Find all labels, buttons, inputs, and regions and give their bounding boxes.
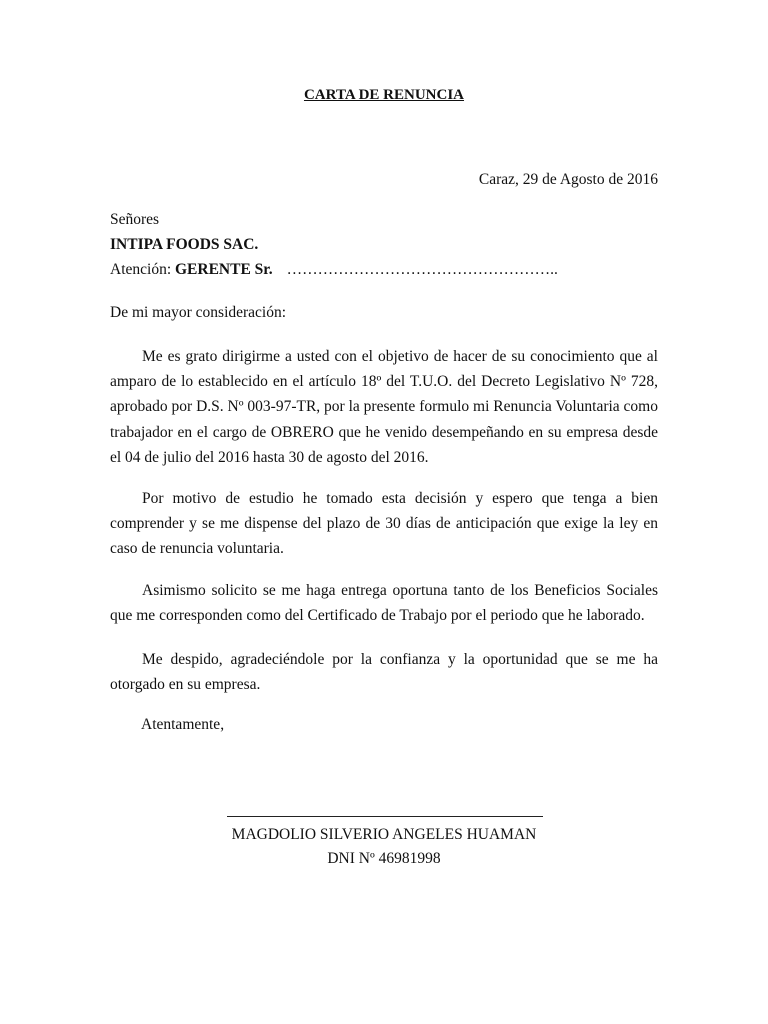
attention-dots: …………………………………………….. xyxy=(286,261,558,278)
signature-name: MAGDOLIO SILVERIO ANGELES HUAMAN xyxy=(231,826,537,843)
letter-closing: Atentamente, xyxy=(141,716,225,733)
recipient-company: INTIPA FOODS SAC. xyxy=(110,236,259,253)
signature-line xyxy=(227,816,543,817)
attention-label: Atención: xyxy=(110,261,175,278)
body-paragraph: Me es grato dirigirme a usted con el objetivo de hacer de su conocimiento que al amparo de lo establecido en el artículo 18º del T.U.O. del Decreto Legislativo Nº 728, aprobado por D.S. Nº 003-97-TR, por la presente formulo mi Renuncia Voluntaria como trabajador en el cargo de OBRERO que he venido desempeñando en su empresa desde el 04 de julio del 2016 hasta 30 de agosto del 2016. xyxy=(110,348,658,466)
recipient-attention xyxy=(110,261,558,280)
letter-greeting: De mi mayor consideración: xyxy=(110,304,287,321)
letter-date: Caraz, 29 de Agosto de 2016 xyxy=(478,171,658,188)
body-paragraph: Me despido, agradeciéndole por la confianza y la oportunidad que se me ha otorgado en su empresa. xyxy=(110,651,658,694)
body-paragraph: Por motivo de estudio he tomado esta decisión y espero que tenga a bien comprender y se me dispense del plazo de 30 días de anticipación que exige la ley en caso de renuncia voluntaria. xyxy=(110,490,658,558)
recipient-salutation: Señores xyxy=(110,211,160,228)
body-paragraph: Asimismo solicito se me haga entrega oportuna tanto de los Beneficios Sociales que me corresponden como del Certificado de Trabajo por el periodo que he laborado. xyxy=(110,582,658,625)
letter-title: CARTA DE RENUNCIA xyxy=(303,87,465,103)
signature-dni: DNI Nº 46981998 xyxy=(327,850,441,867)
attention-name: GERENTE Sr. xyxy=(175,261,273,278)
